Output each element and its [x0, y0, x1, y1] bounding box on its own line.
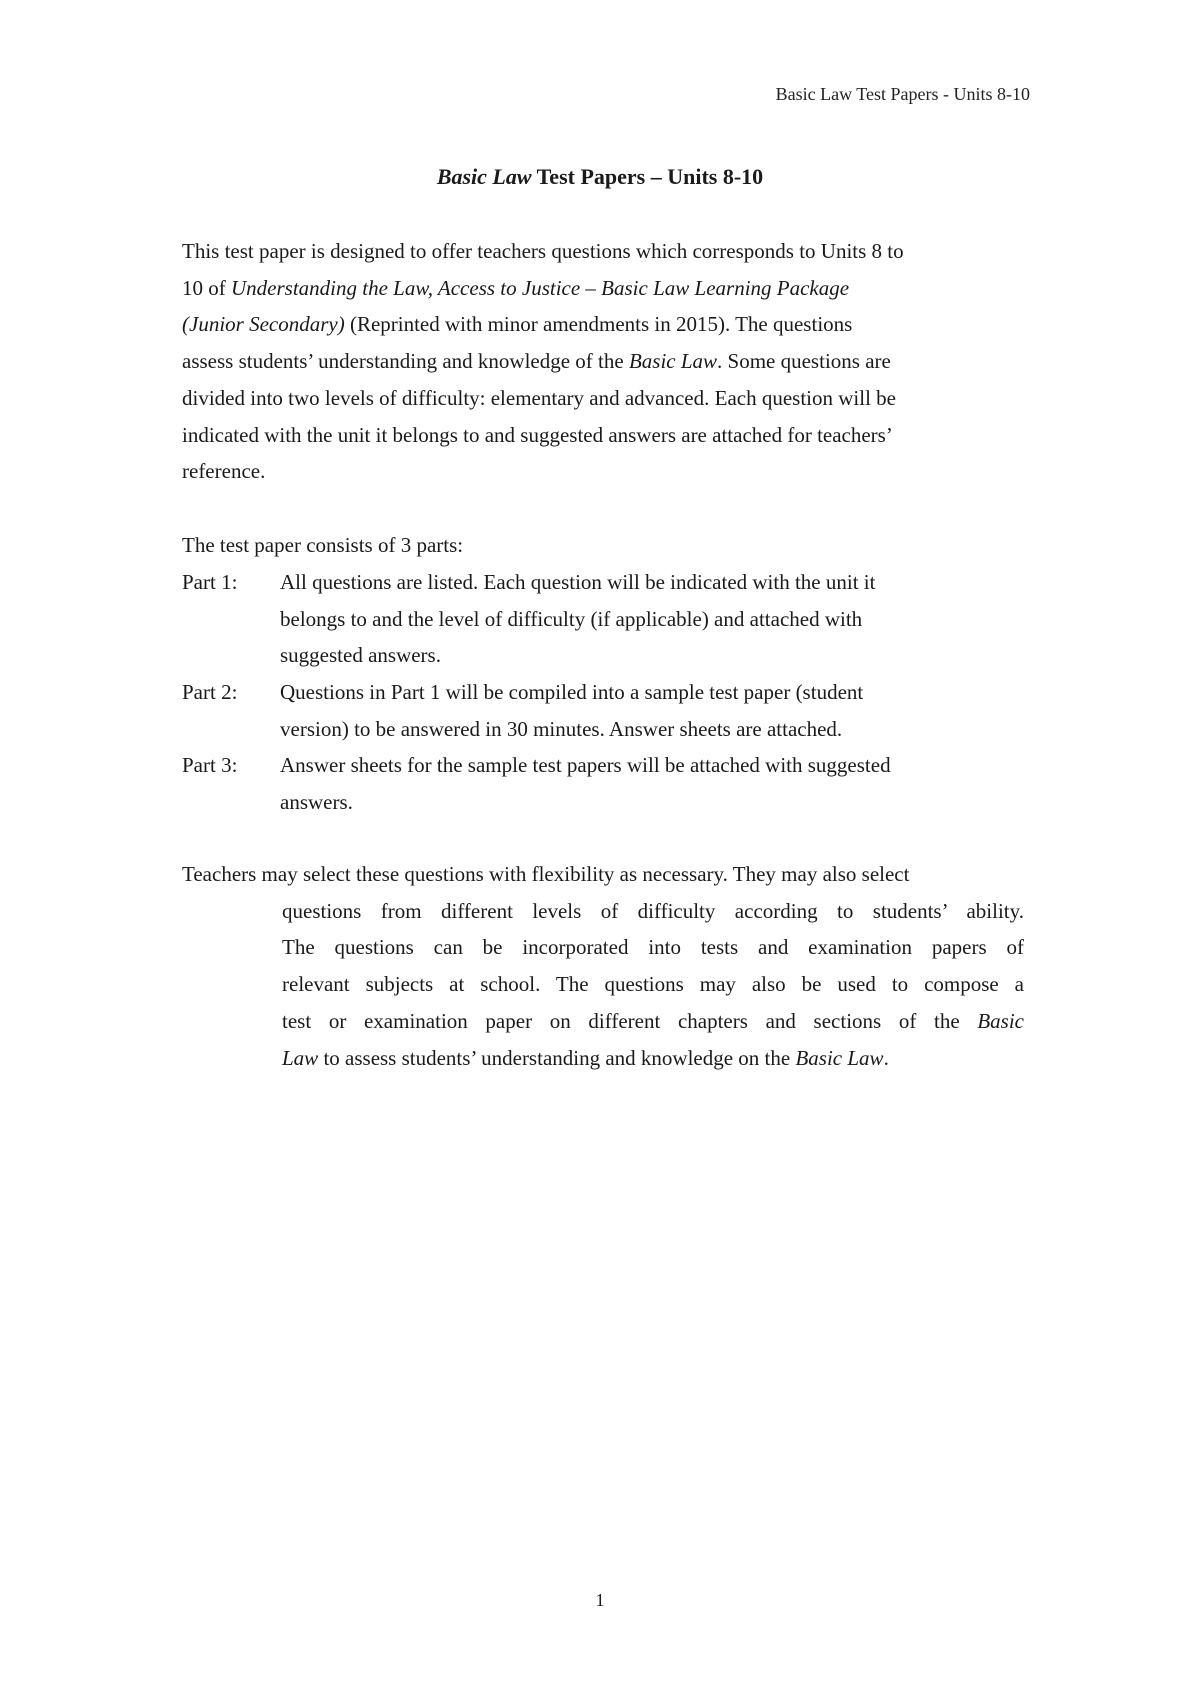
teachers-line: questions from different levels of difficulty according to students’ ability. [282, 898, 1024, 923]
part-line: All questions are listed. Each question will be indicated with the unit it [280, 570, 876, 594]
intro-line [182, 306, 1024, 343]
part-line: belongs to and the level of difficulty (if applicable) and attached with [280, 606, 863, 631]
title-italic: Basic Law [436, 164, 532, 189]
teachers-paragraph [182, 856, 1024, 1076]
part-line: version) to be answered in 30 minutes. Answer sheets are attached. [280, 716, 843, 741]
intro-text: (Reprinted with minor amendments in 2015). The questions [344, 312, 853, 337]
part-label: Part 1: [182, 570, 238, 594]
intro-line: indicated with the unit it belongs to and suggested answers are attached for teachers’ [182, 422, 893, 447]
part-label: Part 3: [182, 753, 238, 777]
intro-text: assess students’ understanding and knowledge of the [182, 349, 629, 374]
part-line: Answer sheets for the sample test papers will be attached with suggested [280, 753, 891, 777]
document-title [0, 164, 1200, 190]
teachers-line [282, 1003, 1024, 1040]
part-description [280, 747, 1024, 820]
part-description [280, 564, 1024, 674]
page-number: 1 [595, 1590, 605, 1610]
part-description [280, 674, 1024, 747]
intro-line: divided into two levels of difficulty: elementary and advanced. Each question will be [182, 385, 896, 410]
basic-law-italic: Basic Law [628, 349, 718, 374]
teachers-line: Teachers may select these questions with flexibility as necessary. They may also select [182, 862, 910, 886]
teachers-line: relevant subjects at school. The questions may also be used to compose a [282, 972, 1024, 997]
basic-law-italic: Basic [977, 1008, 1024, 1033]
intro-line: This test paper is designed to offer teachers questions which corresponds to Units 8 to [182, 239, 904, 263]
parts-intro: The test paper consists of 3 parts: [182, 533, 464, 557]
intro-text: . Some questions are [717, 349, 891, 374]
part-line: Questions in Part 1 will be compiled into a sample test paper (student [280, 680, 864, 704]
teachers-indented-block [282, 893, 1024, 1077]
intro-line [182, 343, 1024, 380]
basic-law-italic: Law [282, 1045, 319, 1070]
part-line: answers. [280, 789, 353, 814]
teachers-text: to assess students’ understanding and knowledge on the [318, 1045, 796, 1070]
teachers-line [282, 1040, 1024, 1077]
teachers-text: test or examination paper on different chapters and sections of the [282, 1008, 978, 1033]
running-header: Basic Law Test Papers - Units 8-10 [775, 84, 1030, 104]
intro-paragraph [182, 233, 1024, 490]
teachers-line: The questions can be incorporated into tests and examination papers of [282, 935, 1024, 960]
intro-text: 10 of [182, 275, 231, 300]
title-rest: Test Papers – Units 8-10 [531, 164, 764, 189]
part-line: suggested answers. [280, 643, 441, 668]
intro-line: reference. [182, 459, 266, 484]
publication-subtitle: (Junior Secondary) [182, 312, 345, 337]
publication-title: Understanding the Law, Access to Justice – Basic Law Learning Package [231, 275, 850, 300]
intro-line [182, 270, 1024, 307]
part-label: Part 2: [182, 680, 238, 704]
teachers-text: . [883, 1045, 889, 1070]
basic-law-italic: Basic Law [795, 1045, 884, 1070]
